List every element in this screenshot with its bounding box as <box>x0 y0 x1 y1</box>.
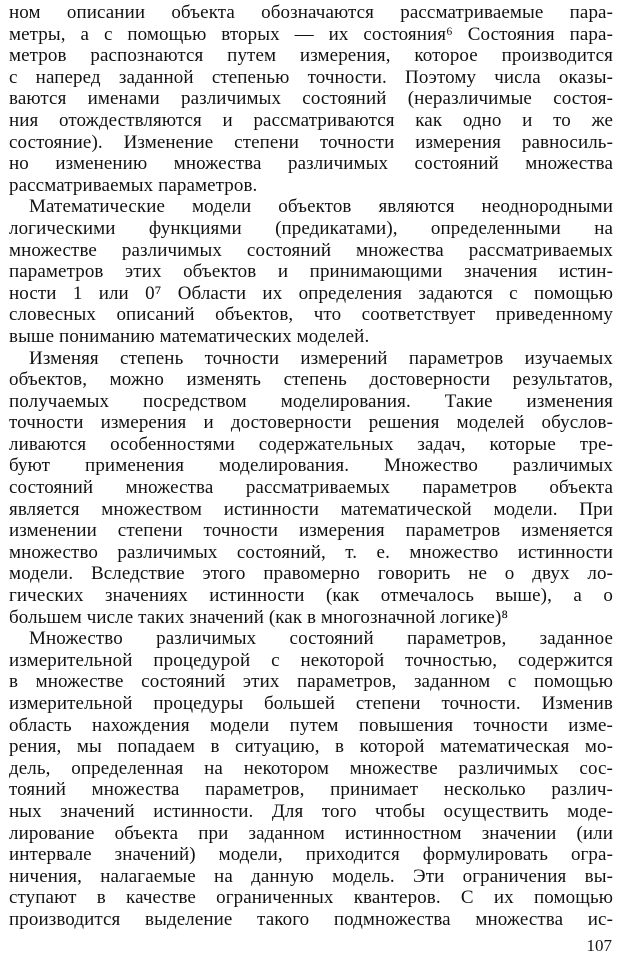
text-line: логическими функциями (предикатами), определенными на <box>9 217 613 239</box>
text-line: словесных описаний объектов, что соответствует приведенному <box>9 304 613 326</box>
text-line: ности 1 или 0⁷ Области их определения задаются с помощью <box>9 282 613 304</box>
text-line: изменении степени точности измерения параметров изменяется <box>9 520 613 542</box>
text-line: тояний множества параметров, принимает несколько различ- <box>9 779 613 801</box>
text-line: объектов, можно изменять степень достоверности результатов, <box>9 369 613 391</box>
text-line: интервале значений) модели, приходится формулировать огра- <box>9 844 613 866</box>
text-line: Изменяя степень точности измерений параметров изучаемых <box>29 347 613 369</box>
text-line: Множество различимых состояний параметров, заданное <box>29 628 613 650</box>
text-line: рения, мы попадаем в ситуацию, в которой математическая мо- <box>9 736 613 758</box>
text-line: ваются именами различимых состояний (неразличимые состоя- <box>9 88 613 110</box>
text-line: является множеством истинности математической модели. При <box>9 498 613 520</box>
text-line: множество различимых состояний, т. е. множество истинности <box>9 541 613 563</box>
text-line: ном описании объекта обозначаются рассматриваемые пара- <box>9 2 613 23</box>
text-line: метров распознаются путем измерения, которое производится <box>9 45 613 67</box>
text-line: ничения, налагаемые на данную модель. Эти ограничения вы- <box>9 865 613 887</box>
paragraph <box>9 196 613 347</box>
text-line: гических значениях истинности (как отмечалось выше), а о <box>9 585 613 607</box>
page-number: 107 <box>586 936 612 955</box>
text-line: измерительной процедурой с некоторой точностью, содержится <box>9 649 613 671</box>
text-line: большем числе таких значений (как в многозначной логике)⁸ <box>9 606 509 628</box>
text-line: метры, а с помощью вторых — их состояния⁶ Состояния пара- <box>9 23 613 45</box>
text-line: получаемых посредством моделирования. Такие изменения <box>9 390 613 412</box>
page-body-text <box>9 2 613 931</box>
text-line: точности измерения и достоверности решения моделей обуслов- <box>9 412 613 434</box>
text-line: параметров этих объектов и принимающими значения истин- <box>9 261 613 283</box>
text-line: в множестве состояний этих параметров, заданном с помощью <box>9 671 613 693</box>
text-line: буют применения моделирования. Множество различимых <box>9 455 613 477</box>
text-line: ливаются особенностями содержательных задач, которые тре- <box>9 433 613 455</box>
text-line: но изменению множества различимых состояний множества <box>9 153 613 175</box>
text-line: лирование объекта при заданном истинностном значении (или <box>9 822 613 844</box>
text-line: ступают в качестве ограниченных квантеров. С их помощью <box>9 887 613 909</box>
paragraph <box>9 2 613 196</box>
text-line: с наперед заданной степенью точности. Поэтому числа оказы- <box>9 66 613 88</box>
text-line: область нахождения модели путем повышения точности изме- <box>9 714 613 736</box>
text-line: модели. Вследствие этого правомерно говорить не о двух ло- <box>9 563 613 585</box>
text-line: измерительной процедуры большей степени точности. Изменив <box>9 693 613 714</box>
text-line: рассматриваемых параметров. <box>9 174 258 196</box>
text-line: состояние). Изменение степени точности измерения равносиль- <box>9 131 613 153</box>
text-line: производится выделение такого подмножества множества ис- <box>9 908 613 930</box>
text-line: выше пониманию математических моделей. <box>9 325 370 347</box>
text-line: состояний множества рассматриваемых параметров объекта <box>9 477 613 499</box>
paragraph <box>9 628 613 930</box>
text-line: множестве различимых состояний множества рассматриваемых <box>9 239 613 261</box>
text-line: Математические модели объектов являются неоднородными <box>29 196 613 218</box>
text-line: ных значений истинности. Для того чтобы осуществить моде- <box>9 800 613 822</box>
text-line: дель, определенная на некотором множестве различимых сос- <box>9 757 613 779</box>
paragraph <box>9 348 613 629</box>
text-line: ния отождествляются и рассматриваются как одно и то же <box>9 109 613 131</box>
